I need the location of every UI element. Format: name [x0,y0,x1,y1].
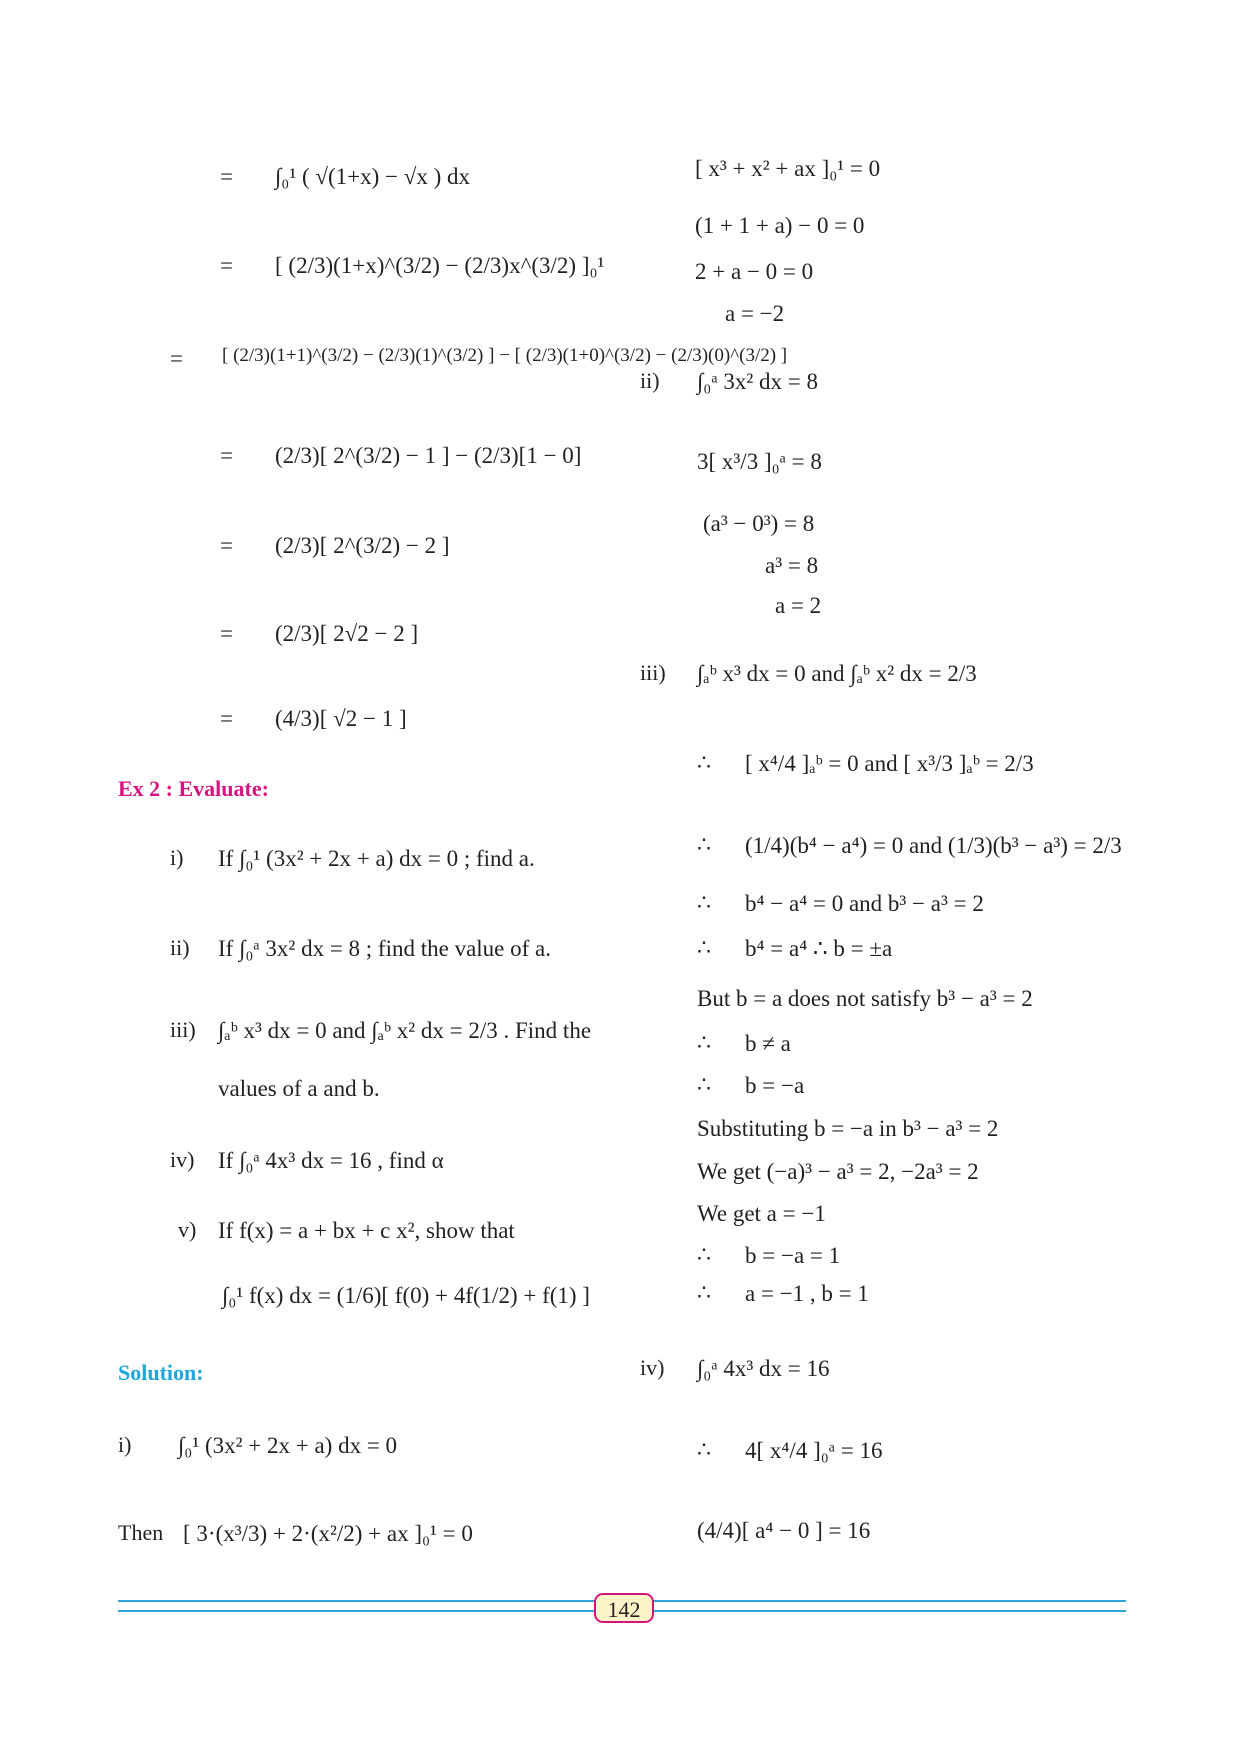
line-text: We get (−a)³ − a³ = 2, −2a³ = 2 [697,1159,979,1184]
line-text: [ x³ + x² + ax ]₀¹ = 0 [695,156,881,181]
exercise-text: ∫₀¹ f(x) dx = (1/6)[ f(0) + 4f(1/2) + f(1) ] [222,1283,590,1308]
step-expr: [ (2/3)(1+x)^(3/2) − (2/3)x^(3/2) ]₀¹ [275,253,605,278]
step-expr: (2/3)[ 2√2 − 2 ] [275,621,419,646]
step-sign: = [220,443,233,468]
step-sign: = [220,706,233,731]
line-text: Substituting b = −a in b³ − a³ = 2 [697,1116,999,1141]
line-text: 4[ x⁴/4 ]₀ᵃ = 16 [745,1438,883,1463]
step-expr: ∫₀¹ ( √(1+x) − √x ) dx [275,164,471,189]
exercise-heading: Ex 2 : Evaluate: [118,776,269,801]
line-text: a³ = 8 [765,553,819,578]
exercise-number: i) [170,845,184,870]
line-number: ∴ [697,1242,711,1267]
line-text: a = 2 [775,593,822,618]
line-number: ∴ [697,1280,711,1305]
line-text: We get a = −1 [697,1201,826,1226]
step-expr: [ (2/3)(1+1)^(3/2) − (2/3)(1)^(3/2) ] − [ (2/3)(1+0)^(3/2) − (2/3)(0)^(3/2) ] [222,345,788,366]
line-text: But b = a does not satisfy b³ − a³ = 2 [697,986,1033,1011]
step-expr: (2/3)[ 2^(3/2) − 2 ] [275,533,450,558]
step-sign: = [170,346,183,371]
solution-text: [ 3·(x³/3) + 2·(x²/2) + ax ]₀¹ = 0 [183,1521,473,1546]
line-text: 2 + a − 0 = 0 [695,259,814,284]
exercise-text: If ∫₀¹ (3x² + 2x + a) dx = 0 ; find a. [218,846,535,871]
step-expr: (4/3)[ √2 − 1 ] [275,706,407,731]
line-text: ∫ₐᵇ x³ dx = 0 and ∫ₐᵇ x² dx = 2/3 [697,661,977,686]
line-text: b = −a [745,1073,805,1098]
line-number: ii) [640,368,660,393]
step-sign: = [220,533,233,558]
line-text: a = −2 [725,301,785,326]
line-number: ∴ [697,1437,711,1462]
line-text: b⁴ = a⁴ ∴ b = ±a [745,936,893,961]
solution-heading: Solution: [118,1360,204,1385]
line-number: iv) [640,1355,665,1380]
line-text: (1/4)(b⁴ − a⁴) = 0 and (1/3)(b³ − a³) = 2/3 [745,833,1122,858]
exercise-text: If ∫₀ᵃ 4x³ dx = 16 , find α [218,1148,444,1173]
exercise-number: v) [178,1217,197,1242]
line-number: ∴ [697,1030,711,1055]
line-text: [ x⁴/4 ]ₐᵇ = 0 and [ x³/3 ]ₐᵇ = 2/3 [745,751,1034,776]
step-expr: (2/3)[ 2^(3/2) − 1 ] − (2/3)[1 − 0] [275,443,582,468]
exercise-text: ∫ₐᵇ x³ dx = 0 and ∫ₐᵇ x² dx = 2/3 . Find the [218,1018,592,1043]
line-number: ∴ [697,1072,711,1097]
page-number: 142 [594,1593,654,1623]
line-number: iii) [640,660,666,685]
line-text: ∫₀ᵃ 4x³ dx = 16 [697,1356,830,1381]
line-number: ∴ [697,750,711,775]
exercise-text: values of a and b. [218,1076,380,1101]
line-text: b ≠ a [745,1031,791,1056]
exercise-number: iv) [170,1147,195,1172]
solution-text: ∫₀¹ (3x² + 2x + a) dx = 0 [178,1433,398,1458]
step-sign: = [220,621,233,646]
line-text: a = −1 , b = 1 [745,1281,869,1306]
exercise-text: If ∫₀ᵃ 3x² dx = 8 ; find the value of a. [218,936,552,961]
solution-number: i) [118,1432,132,1457]
line-text: (4/4)[ a⁴ − 0 ] = 16 [697,1518,871,1543]
line-text: 3[ x³/3 ]₀ᵃ = 8 [697,449,822,474]
line-text: b = −a = 1 [745,1243,841,1268]
line-text: (1 + 1 + a) − 0 = 0 [695,213,865,238]
step-sign: = [220,164,233,189]
line-text: (a³ − 0³) = 8 [703,511,815,536]
exercise-text: If f(x) = a + bx + c x², show that [218,1218,515,1243]
line-text: ∫₀ᵃ 3x² dx = 8 [697,369,818,394]
step-sign: = [220,253,233,278]
solution-number: Then [118,1520,164,1545]
exercise-number: ii) [170,935,190,960]
exercise-number: iii) [170,1017,196,1042]
line-number: ∴ [697,832,711,857]
line-number: ∴ [697,890,711,915]
line-text: b⁴ − a⁴ = 0 and b³ − a³ = 2 [745,891,984,916]
line-number: ∴ [697,935,711,960]
